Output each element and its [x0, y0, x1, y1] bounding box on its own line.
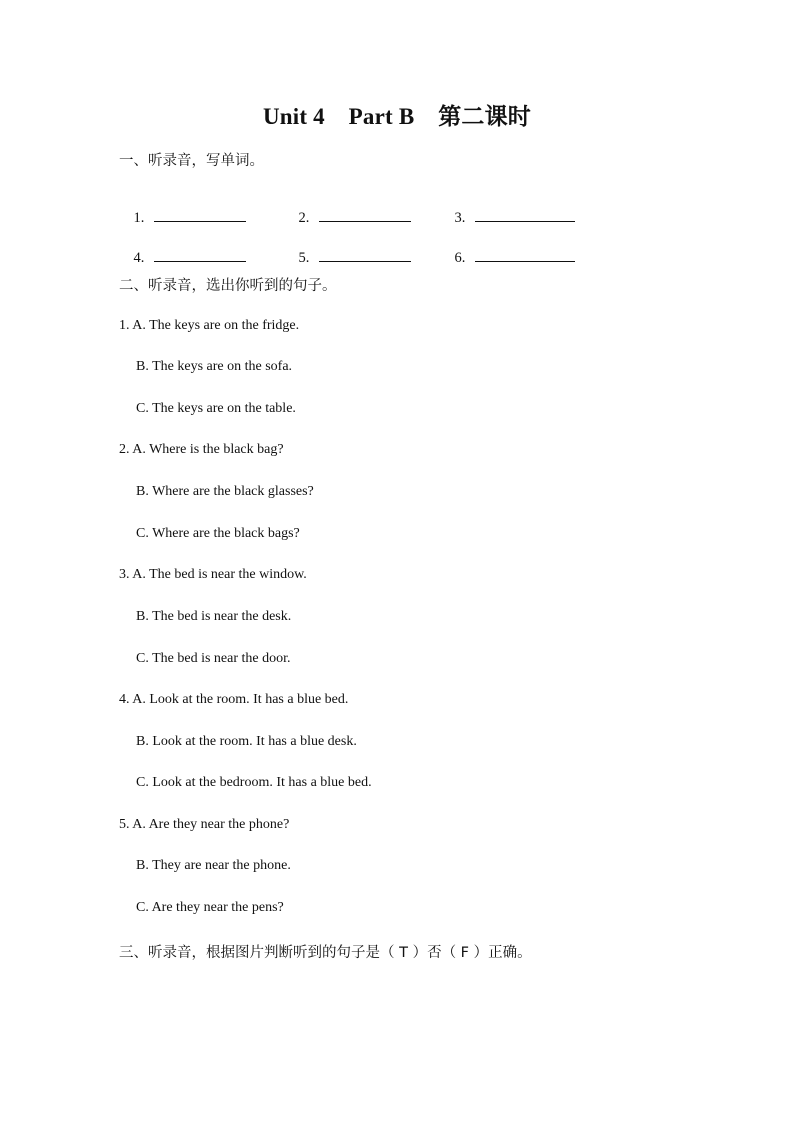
- option-a[interactable]: 2. A. Where is the black bag?: [119, 442, 284, 457]
- blank-item: [440, 232, 575, 284]
- page-title: Unit 4 Part B 第二课时: [262, 104, 531, 129]
- answer-line[interactable]: [475, 249, 575, 262]
- blank-number: 6.: [454, 250, 466, 266]
- section3-heading: 三、听录音，根据图片判断听到的句子是（ T ）否（ F ）正确。: [119, 945, 532, 961]
- option-a[interactable]: 1. A. The keys are on the fridge.: [119, 318, 300, 333]
- option-b[interactable]: B. The keys are on the sofa.: [136, 359, 293, 374]
- answer-line[interactable]: [319, 249, 411, 262]
- option-c[interactable]: C. Are they near the pens?: [136, 900, 284, 915]
- option-b[interactable]: B. The bed is near the desk.: [136, 609, 292, 624]
- answer-line[interactable]: [475, 209, 575, 222]
- option-b[interactable]: B. Where are the black glasses?: [136, 484, 314, 499]
- blank-number: 4.: [133, 250, 145, 266]
- section2-heading: 二、听录音，选出你听到的句子。: [119, 278, 337, 294]
- option-c[interactable]: C. The bed is near the door.: [136, 651, 291, 666]
- answer-line[interactable]: [319, 209, 411, 222]
- option-a[interactable]: 4. A. Look at the room. It has a blue bed.: [119, 692, 349, 707]
- option-b[interactable]: B. They are near the phone.: [136, 858, 291, 873]
- blank-number: 2.: [298, 210, 310, 226]
- option-c[interactable]: C. Look at the bedroom. It has a blue bed.: [136, 775, 372, 790]
- answer-line[interactable]: [154, 209, 246, 222]
- answer-line[interactable]: [154, 249, 246, 262]
- blank-number: 1.: [133, 210, 145, 226]
- option-a[interactable]: 3. A. The bed is near the window.: [119, 567, 307, 582]
- option-a[interactable]: 5. A. Are they near the phone?: [119, 817, 290, 832]
- blank-number: 5.: [298, 250, 310, 266]
- option-c[interactable]: C. Where are the black bags?: [136, 526, 300, 541]
- blank-number: 3.: [454, 210, 466, 226]
- option-c[interactable]: C. The keys are on the table.: [136, 401, 296, 416]
- option-b[interactable]: B. Look at the room. It has a blue desk.: [136, 734, 357, 749]
- section1-heading: 一、听录音，写单词。: [119, 153, 264, 169]
